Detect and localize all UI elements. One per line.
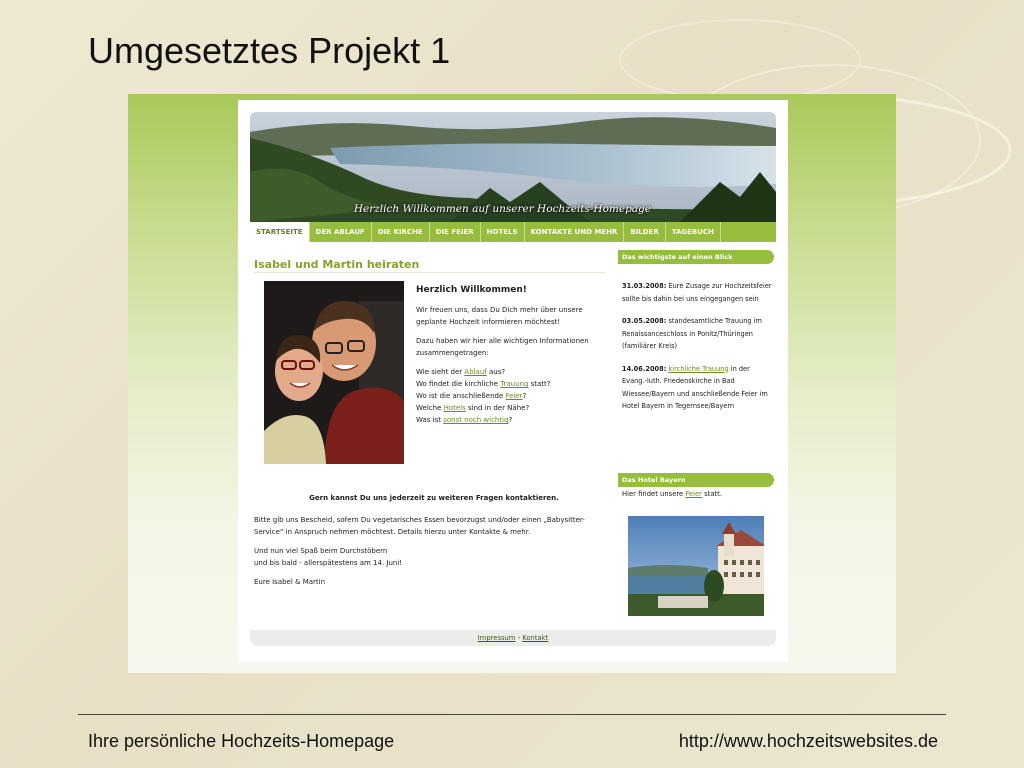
question-trauung [416, 378, 606, 390]
hero-banner [250, 112, 776, 222]
nav-item-die-kirche[interactable]: DIE KIRCHE [372, 222, 430, 242]
nav-item-startseite[interactable]: STARTSEITE [250, 222, 310, 242]
slide-footer-left: Ihre persönliche Hochzeits-Homepage [88, 731, 395, 751]
nav-item-tagebuch[interactable]: TAGEBUCH [666, 222, 721, 242]
link-kontakt[interactable]: Kontakt [522, 634, 549, 642]
website-footer [250, 630, 776, 646]
news-item [622, 280, 774, 305]
question-text: ? [522, 392, 527, 400]
hotel-caption-text: Hier findet unsere [622, 490, 686, 498]
question-feier [416, 390, 606, 402]
page-title: Isabel und Martin heiraten [254, 258, 420, 271]
welcome-paragraph-1: Wir freuen uns, dass Du Dich mehr über unsere geplante Hochzeit informieren möchtest! [416, 306, 583, 326]
news-date: 14.06.2008: [622, 364, 667, 373]
question-text: aus? [486, 368, 506, 376]
body-paragraph-2b: und bis bald - allerspätestens am 14. Juni! [254, 559, 403, 567]
welcome-paragraph-2: Dazu haben wir hier alle wichtigen Informationen zusammengetragen: [416, 337, 589, 357]
nav-item-kontakte-und-mehr[interactable]: KONTAKTE UND MEHR [525, 222, 625, 242]
nav-item-bilder[interactable]: BILDER [624, 222, 665, 242]
link-sonst-noch-wichtig[interactable]: sonst noch wichtig [443, 416, 509, 424]
question-text: ? [508, 416, 513, 424]
question-ablauf [416, 366, 606, 378]
main-navigation [250, 222, 776, 242]
link-hotels[interactable]: Hotels [443, 404, 466, 412]
question-hotels [416, 402, 606, 414]
question-text: Wo findet die kirchliche [416, 380, 501, 388]
question-text: Welche [416, 404, 444, 412]
question-text: statt? [528, 380, 551, 388]
link-kirchliche-trauung[interactable]: kirchliche Trauung [668, 364, 729, 373]
hotel-caption [622, 490, 722, 498]
question-text: Wie sieht der [416, 368, 465, 376]
news-date: 31.03.2008: [622, 282, 667, 290]
news-date: 03.05.2008: [622, 317, 667, 325]
question-sonstiges [416, 414, 606, 426]
body-paragraph-1: Bitte gib uns Bescheid, sofern Du vegetarisches Essen bevorzugst und/oder einen „Babysitter-Service“ in Anspruch nehmen möchtest. Details hierzu unter Kontakte & mehr. [254, 516, 585, 536]
link-trauung[interactable]: Trauung [500, 380, 529, 388]
news-text: standesamtliche Trauung im Renaissanceschloss in Ponitz/Thüringen (familiärer Kreis) [622, 317, 762, 350]
body-paragraph-2a: Und nun viel Spaß beim Durchstöbern [254, 547, 388, 555]
welcome-heading: Herzlich Willkommen! [416, 285, 527, 295]
slide-title: Umgesetztes Projekt 1 [88, 30, 451, 71]
footer-separator: - [515, 634, 523, 642]
link-ablauf[interactable]: Ablauf [464, 368, 487, 376]
news-text: in der Evang.-luth. Friedenskirche in Bad Wiessee/Bayern und anschließende Feier im Hotel Bayern in Tegernsee/Bayern [622, 364, 768, 410]
nav-item-die-feier[interactable]: DIE FEIER [430, 222, 481, 242]
main-body-text [254, 492, 614, 595]
news-text: Eure Zusage zur Hochzeitsfeier sollte bis dahin bei uns eingegangen sein [622, 282, 772, 303]
hotel-caption-text: statt. [701, 490, 722, 498]
nav-item-der-ablauf[interactable]: DER ABLAUF [310, 222, 372, 242]
slide-footer-divider [78, 714, 946, 715]
title-divider [254, 272, 606, 273]
sidebar-box-title-hotel: Das Hotel Bayern [618, 473, 774, 487]
slide-footer-url: http://www.hochzeitswebsites.de [678, 731, 938, 751]
question-text: Was ist [416, 416, 444, 424]
news-item [622, 363, 774, 413]
welcome-section [416, 284, 606, 426]
link-feier-sidebar[interactable]: Feier [685, 490, 702, 498]
website-page [238, 100, 788, 662]
hero-welcome-text: Herzlich Willkommen auf unserer Hochzeits-Homepage [353, 203, 651, 215]
news-list [622, 280, 774, 423]
contact-invitation: Gern kannst Du uns jederzeit zu weiteren Fragen kontaktieren. [309, 494, 559, 502]
question-text: Wo ist die anschließende [416, 392, 506, 400]
link-impressum[interactable]: Impressum [477, 634, 516, 642]
question-text: sind in der Nähe? [465, 404, 530, 412]
hotel-photo [628, 516, 764, 616]
website-screenshot [128, 94, 896, 673]
news-item [622, 315, 774, 353]
sidebar-box-title-overview: Das wichtigste auf einen Blick [618, 250, 774, 264]
nav-item-hotels[interactable]: HOTELS [481, 222, 525, 242]
couple-photo [264, 281, 404, 464]
signature-text: Eure Isabel & Martin [254, 578, 326, 586]
link-feier[interactable]: Feier [505, 392, 523, 400]
